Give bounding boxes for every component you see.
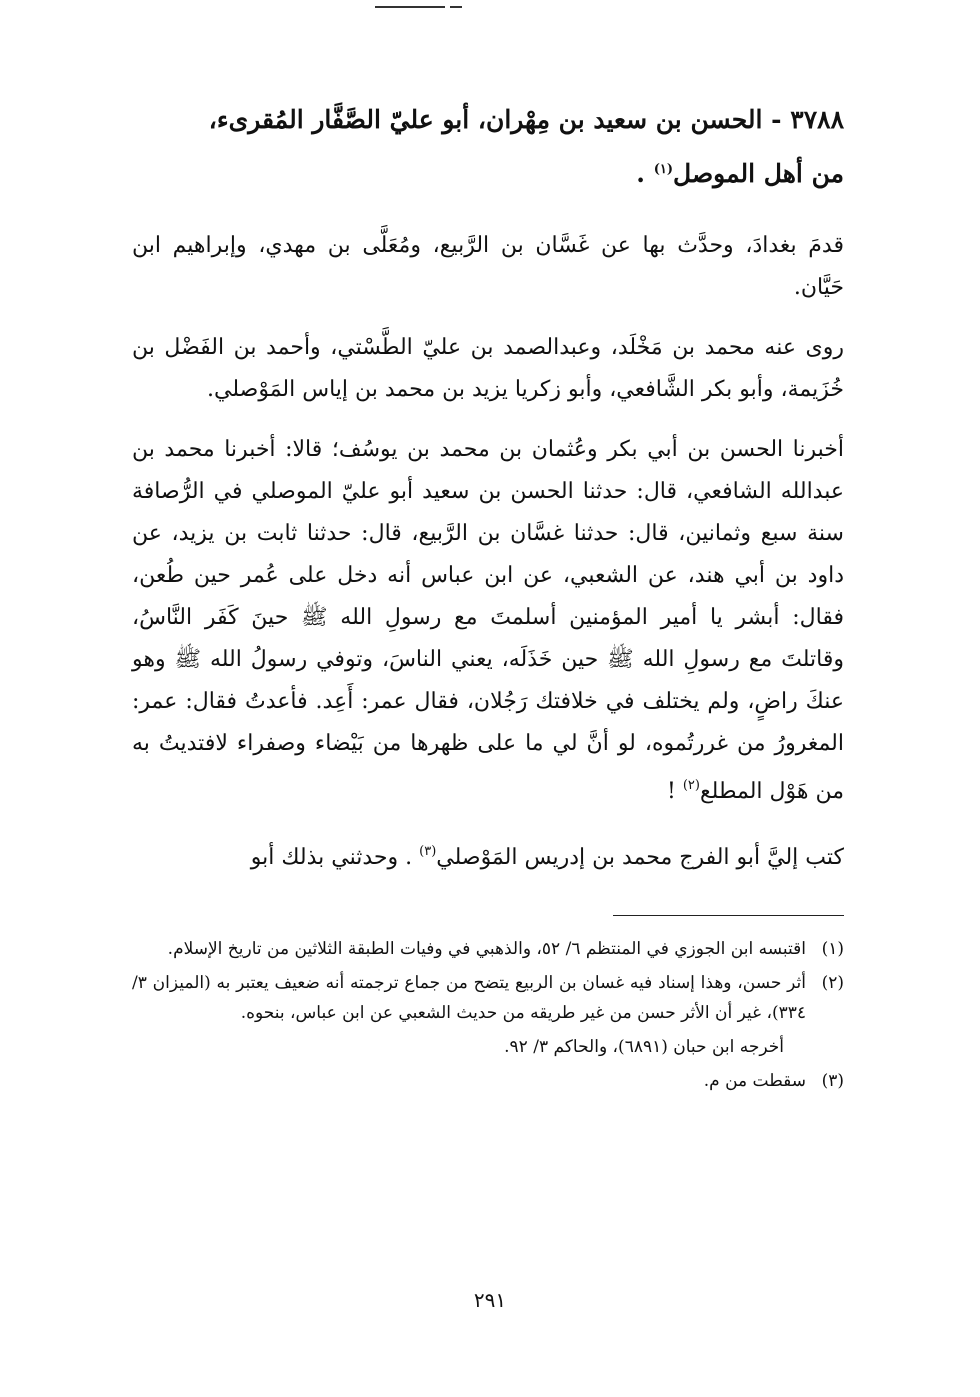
footnote-number: (٢) [821, 973, 844, 993]
paragraph-arrival: قدمَ بغدادَ، وحدَّث بها عن غَسَّان بن الرَّبيع، ومُعَلَّى بن مهدي، وإبراهيم ابن حَيَّان. [132, 233, 844, 300]
footnote-text: سقطت من م. [703, 1071, 806, 1091]
footnote-text: اقتبسه ابن الجوزي في المنتظم ٦/ ٥٢، والذهبي في وفيات الطبقة الثلاثين من تاريخ الإسلام. [167, 939, 806, 959]
footnote-ref-2[interactable]: (٢) [682, 778, 700, 793]
hadith-text: أخبرنا الحسن بن أبي بكر وعُثمان بن محمد بن يوسُف؛ قالا: أخبرنا محمد بن عبدالله الشافعي، قال: حدثنا الحسن بن سعيد أبو عليّ الموصلي في الرُّصافة سنة سبع وثمانين، قال: حدثنا غسَّان بن الرَّبيع، قال: حدثنا ثابت بن يزيد، عن داود بن أبي هند، عن الشعبي، عن ابن عباس أنه دخل على عُمر حين طُعن، فقال: أبشر يا أمير المؤمنين أسلمتَ مع رسولِ الله ﷺ حينَ كَفَر النَّاسُ، وقاتلتَ مع رسولِ الله ﷺ حين خَذَلَه، يعني الناسَ، وتوفي رسولُ الله ﷺ وهو عنكَ راضٍ، ولم يختلف في خلافتك رَجُلان، فقال عمر: أَعِد. فأعدتُ فقال: عمر: المغرورُ من غررتُموه، لو أنَّ لي ما على ظهرها من بَيْضاء وصفراء لافتديتُ به من هَوْل المطلع [132, 437, 845, 804]
footnote-divider [613, 915, 844, 916]
entry-heading [132, 95, 844, 199]
footnote-3 [132, 1066, 844, 1096]
entry-number: ٣٧٨٨ [790, 105, 844, 134]
entry-title-dot: . [636, 159, 654, 188]
footnote-ref-3[interactable]: (٣) [419, 844, 437, 859]
top-rule-short [450, 6, 462, 8]
entry-title: - الحسن بن سعيد بن مِهْران، أبو عليّ الصَّفَّار المُقرىء، [208, 105, 782, 134]
page-number: ٢٩١ [473, 1288, 507, 1312]
continuation-text: كتب إليَّ أبو الفرج محمد بن إدريس المَوْصلي [436, 845, 844, 870]
paragraph-hadith [132, 429, 844, 813]
footnote-number: (١) [821, 939, 844, 959]
footnote-2 [132, 968, 844, 1028]
paragraph-continuation [132, 831, 844, 879]
top-rule [375, 6, 445, 8]
page-body [132, 95, 844, 897]
footnote-2-extra: أخرجه ابن حبان (٦٨٩١)، والحاكم ٣/ ٩٢. [504, 1037, 784, 1057]
entry-title-line2: من أهل الموصل [673, 159, 844, 188]
footnotes [132, 934, 844, 1100]
footnote-1 [132, 934, 844, 964]
hadith-end: ! [666, 779, 683, 804]
footnote-ref-1[interactable]: (١) [653, 162, 674, 177]
continuation-end: . وحدثني بذلك أبو [250, 845, 420, 870]
footnote-number: (٣) [821, 1071, 844, 1091]
footnote-text: أثر حسن، وهذا إسناد فيه غسان بن الربيع يتضح من جماع ترجمته أنه ضعيف يعتبر به (الميزان ٣/ ٣٣٤)، غير أن الأثر حسن من غير طريقه من حديث الشعبي عن ابن عباس، بنحوه. [132, 973, 806, 1023]
paragraph-narrators: روى عنه محمد بن مَخْلَد، وعبدالصمد بن عليّ الطَّسْتي، وأحمد بن الفَضْل بن خُزَيمة، وأبو بكر الشَّافعي، وأبو زكريا يزيد بن محمد بن إياس المَوْصلي. [132, 335, 844, 402]
